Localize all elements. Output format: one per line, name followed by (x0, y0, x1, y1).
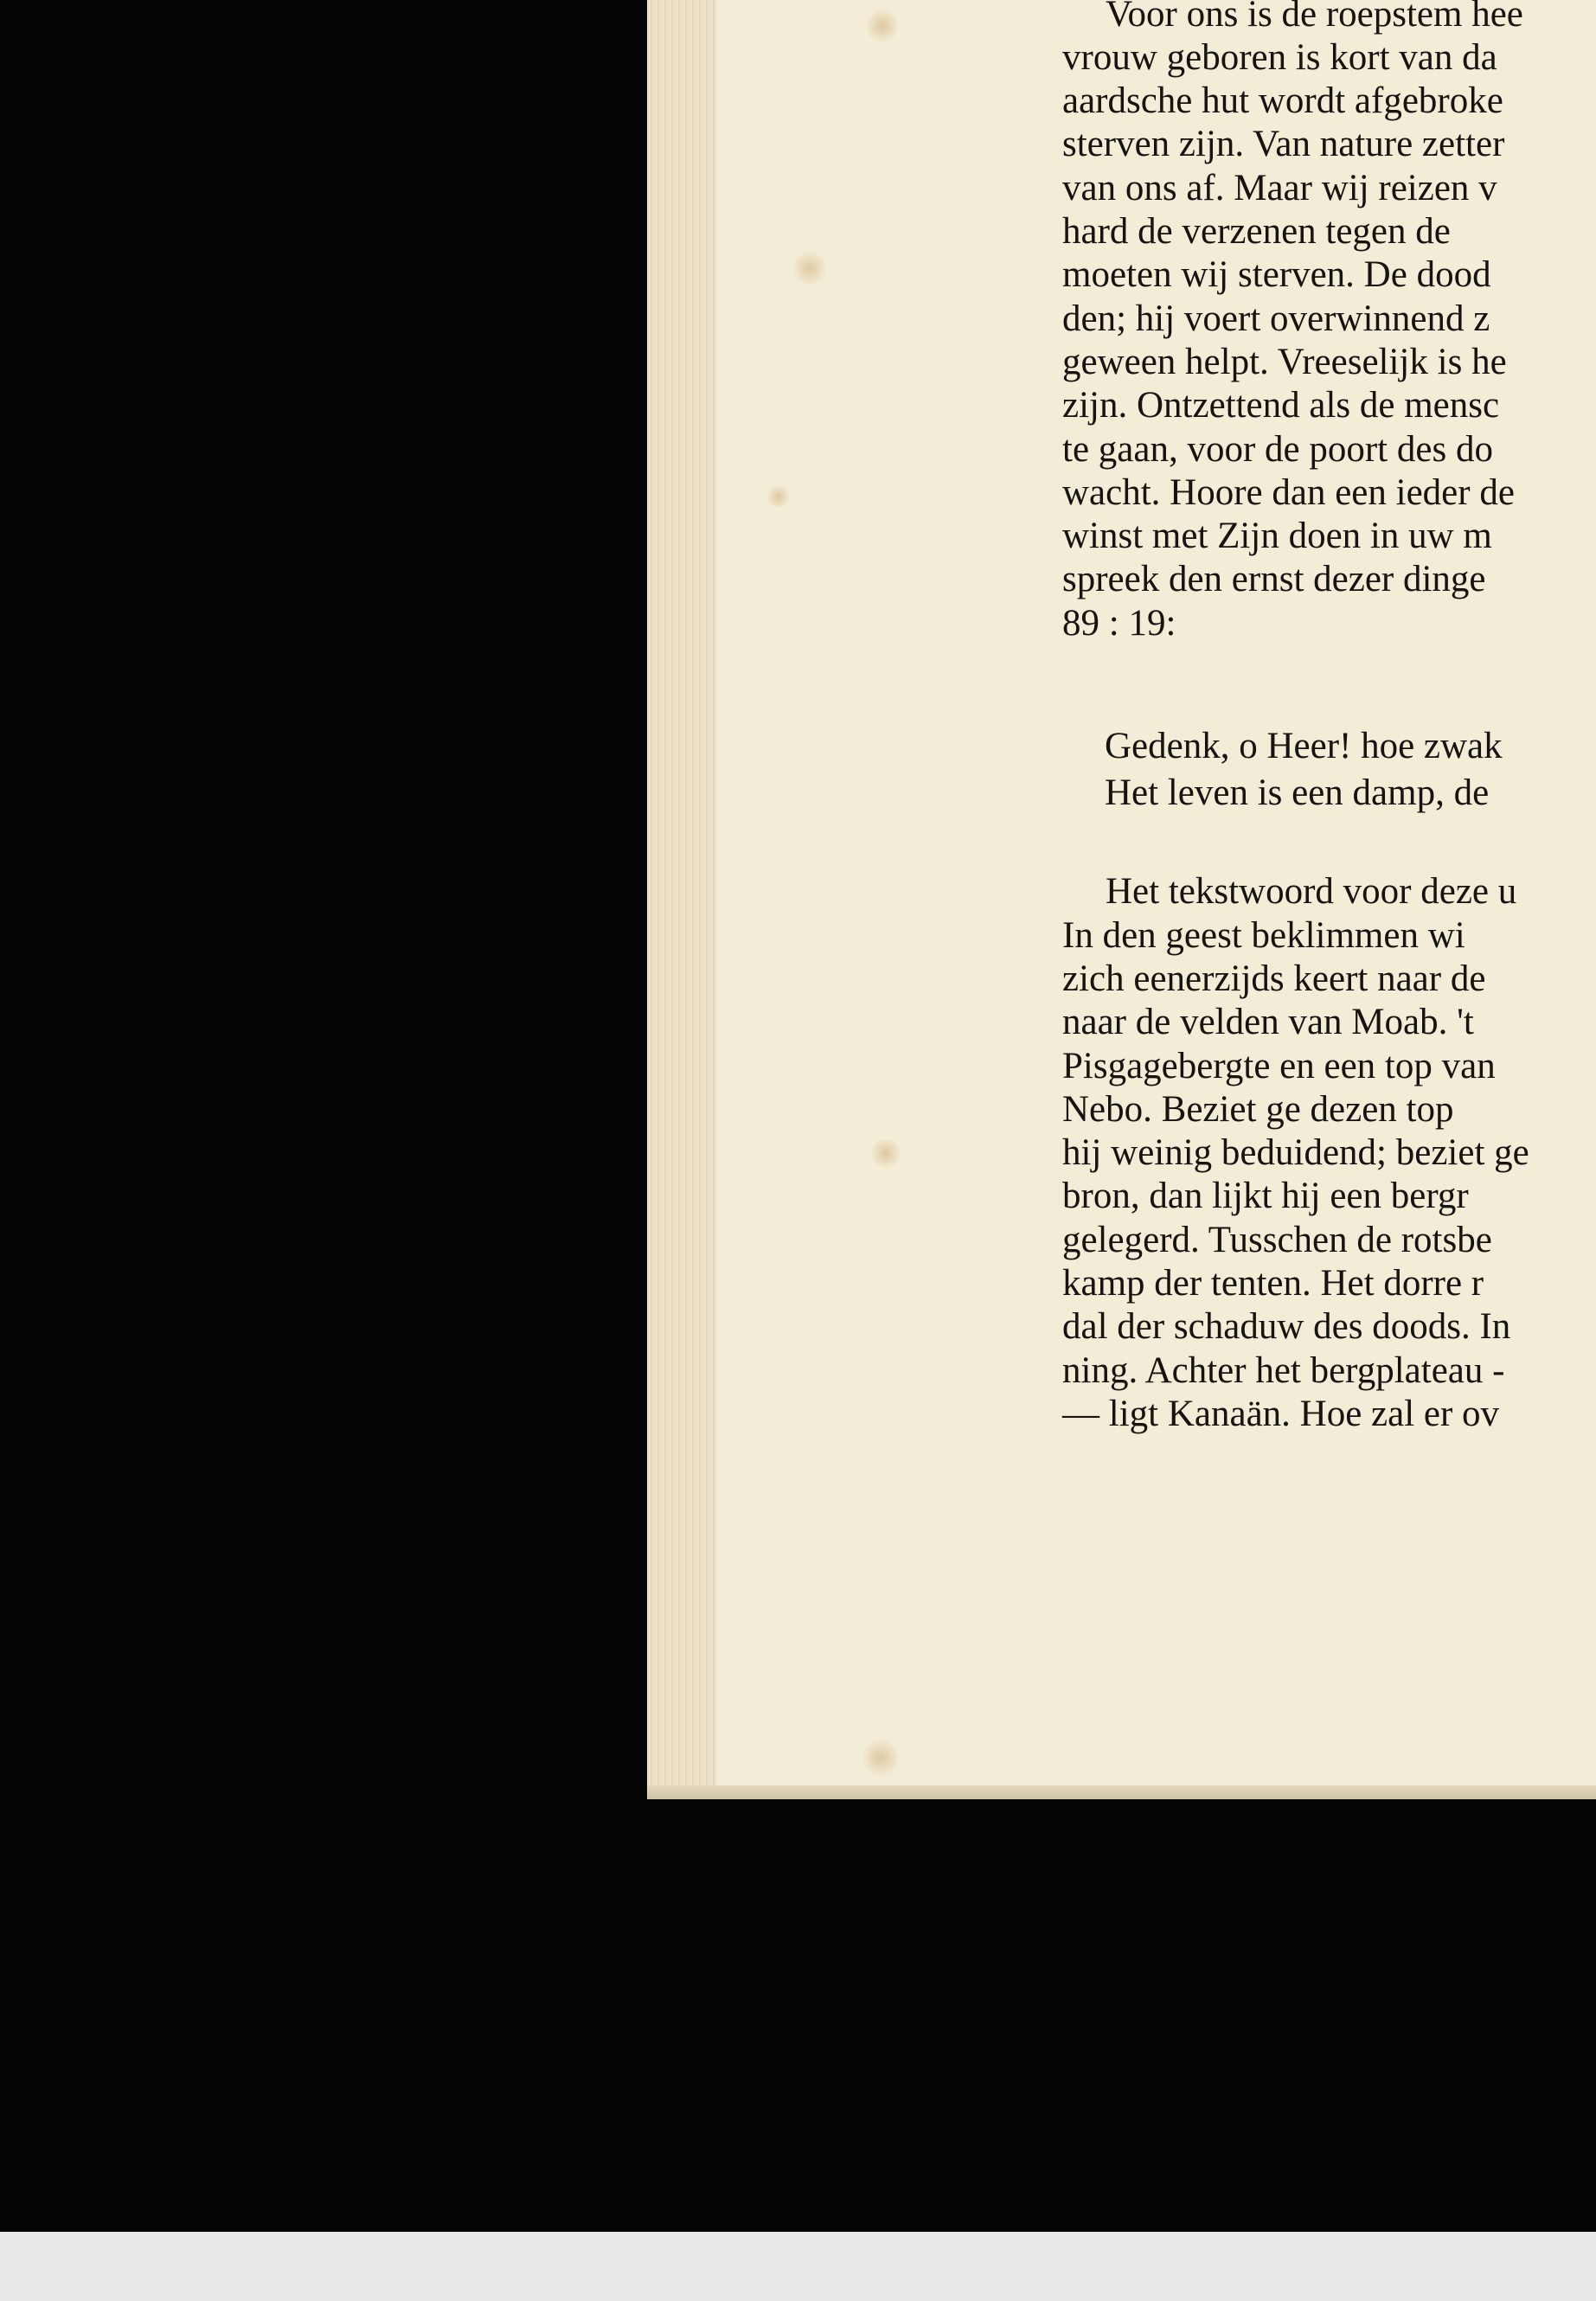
text-line: kamp der tenten. Het dorre r (1062, 1263, 1484, 1304)
verse-line: Het leven is een damp, de (1105, 772, 1490, 813)
text-line: Nebo. Beziet ge dezen top (1062, 1089, 1454, 1130)
text-line: vrouw geboren is kort van da (1062, 37, 1497, 78)
text-line: naar de velden van Moab. 't (1062, 1002, 1474, 1042)
text-line: In den geest beklimmen wi (1062, 915, 1465, 956)
text-line: wacht. Hoore dan een ieder de (1062, 472, 1515, 513)
text-line: sterven zijn. Van nature zetter (1062, 124, 1505, 164)
text-line: — ligt Kanaän. Hoe zal er ov (1062, 1394, 1500, 1434)
text-line: Voor ons is de roepstem hee (1106, 0, 1523, 35)
text-line: dal der schaduw des doods. In (1062, 1306, 1511, 1347)
text-line: van ons af. Maar wij reizen v (1062, 168, 1497, 208)
foxing-spot (865, 9, 900, 43)
text-line: zijn. Ontzettend als de mensc (1062, 385, 1500, 426)
text-line: 89 : 19: (1062, 603, 1176, 644)
text-line: Pisgagebergte en een top van (1062, 1046, 1496, 1086)
text-line: geween helpt. Vreeselijk is he (1062, 342, 1507, 382)
text-line: hij weinig beduidend; beziet ge (1062, 1132, 1529, 1173)
page-stack-edge (647, 0, 716, 1798)
text-line: Het tekstwoord voor deze u (1106, 871, 1517, 912)
text-line: aardsche hut wordt afgebroke (1062, 80, 1503, 121)
text-line: ning. Achter het bergplateau - (1062, 1350, 1505, 1391)
text-line: hard de verzenen tegen de (1062, 211, 1451, 252)
text-line: te gaan, voor de poort des do (1062, 429, 1493, 470)
text-line: zich eenerzijds keert naar de (1062, 958, 1486, 999)
foxing-spot (766, 484, 791, 509)
text-line: spreek den ernst dezer dinge (1062, 559, 1486, 599)
verse-line: Gedenk, o Heer! hoe zwak (1105, 726, 1503, 766)
foxing-spot (870, 1138, 901, 1169)
text-line: moeten wij sterven. De dood (1062, 254, 1491, 295)
page-bottom-edge (647, 1785, 1596, 1799)
scanner-bottom-strip (0, 2232, 1596, 2301)
text-line: bron, dan lijkt hij een bergr (1062, 1176, 1469, 1216)
text-line: gelegerd. Tusschen de rotsbe (1062, 1220, 1492, 1260)
text-line: den; hij voert overwinnend z (1062, 298, 1490, 339)
foxing-spot (792, 251, 827, 285)
foxing-spot (862, 1739, 900, 1777)
text-line: winst met Zijn doen in uw m (1062, 516, 1492, 556)
